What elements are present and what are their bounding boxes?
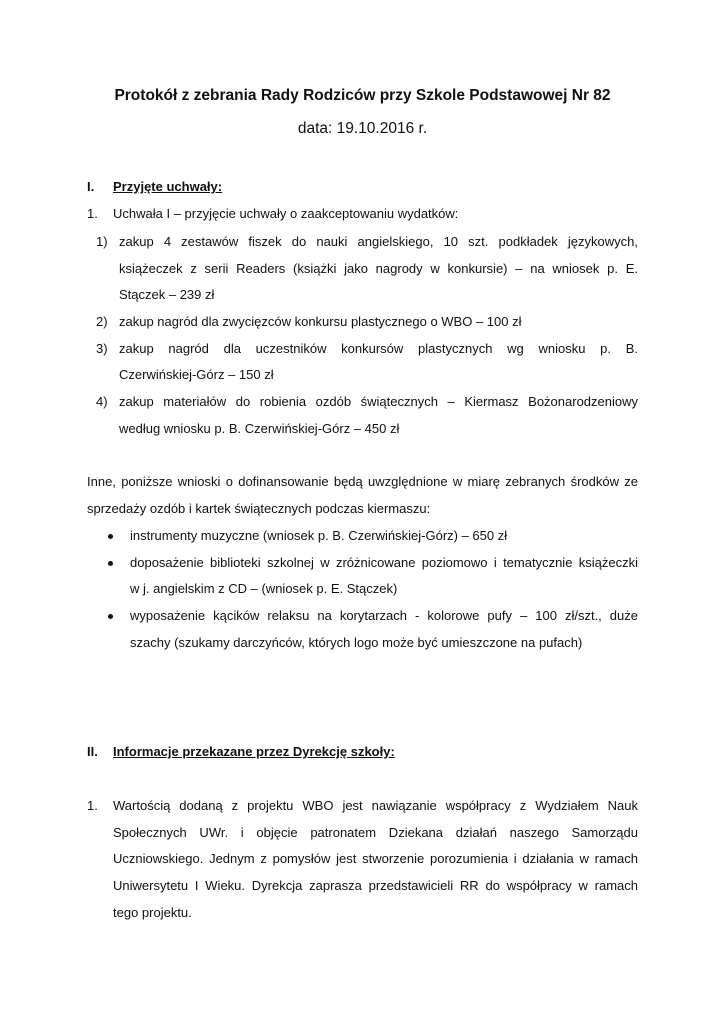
section-1-number: I.	[87, 179, 95, 194]
subitem-1-line-2: książeczek z serii Readers (książki jako nagrody w konkursie) – na wniosek p. E.	[119, 261, 638, 276]
bullet-3-line-2: szachy (szukamy darczyńców, których logo może być umieszczone na pufach)	[130, 635, 583, 650]
subitem-4-line-2: według wniosku p. B. Czerwińskiej-Górz – 450 zł	[119, 421, 400, 436]
subitem-3-line-2: Czerwińskiej-Górz – 150 zł	[119, 367, 274, 382]
bullet-1-line-1: instrumenty muzyczne (wniosek p. B. Czerwińskiej-Górz) – 650 zł	[130, 528, 508, 543]
section-1-heading: Przyjęte uchwały:	[113, 179, 223, 194]
item-1-text: Uchwała I – przyjęcie uchwały o zaakceptowaniu wydatków:	[113, 206, 459, 221]
bullet-icon	[108, 534, 113, 539]
section-2-item-1-line-2: Społecznych UWr. i objęcie patronatem Dziekana działań naszego Samorządu	[113, 825, 638, 840]
subitem-3-number: 3)	[96, 341, 108, 356]
subitem-1-line-1: zakup 4 zestawów fiszek do nauki angielskiego, 10 szt. podkładek językowych,	[119, 234, 638, 249]
subitem-2-number: 2)	[96, 314, 108, 329]
subitem-4-number: 4)	[96, 394, 108, 409]
bullet-3-line-1: wyposażenie kącików relaksu na korytarzach - kolorowe pufy – 100 zł/szt., duże	[130, 608, 638, 623]
section-2-item-1-line-1: Wartością dodaną z projektu WBO jest nawiązanie współpracy z Wydziałem Nauk	[113, 798, 638, 813]
subitem-3-line-1: zakup nagród dla uczestników konkursów plastycznych wg wniosku p. B.	[119, 341, 638, 356]
bullet-icon	[108, 614, 113, 619]
document-date: data: 19.10.2016 r.	[297, 120, 428, 137]
section-2-heading: Informacje przekazane przez Dyrekcję szkoły:	[113, 744, 395, 759]
subitem-1-number: 1)	[96, 234, 108, 249]
document-title: Protokół z zebrania Rady Rodziców przy Szkole Podstawowej Nr 82	[114, 87, 611, 104]
subitem-4-line-1: zakup materiałów do robienia ozdób świątecznych – Kiermasz Bożonarodzeniowy	[119, 394, 638, 409]
section-2-item-1-number: 1.	[87, 798, 98, 813]
section-2-item-1-line-5: tego projektu.	[113, 905, 192, 920]
subitem-2-line-1: zakup nagród dla zwycięzców konkursu plastycznego o WBO – 100 zł	[119, 314, 522, 329]
bullet-2-line-1: doposażenie biblioteki szkolnej w zróżnicowane poziomowo i tematycznie książeczki	[130, 555, 638, 570]
bullet-2-line-2: w j. angielskim z CD – (wniosek p. E. Stączek)	[130, 581, 398, 596]
other-intro-line-1: Inne, poniższe wnioski o dofinansowanie będą uwzględnione w miarę zebranych środków ze	[87, 474, 638, 489]
other-intro-line-2: sprzedaży ozdób i kartek świątecznych podczas kiermaszu:	[87, 501, 431, 516]
bullet-icon	[108, 561, 113, 566]
item-1-number: 1.	[87, 206, 98, 221]
section-2-number: II.	[87, 744, 98, 759]
section-2-item-1-line-3: Uczniowskiego. Jednym z pomysłów jest stworzenie porozumienia i działania w ramach	[113, 851, 638, 866]
section-2-item-1-line-4: Uniwersytetu I Wieku. Dyrekcja zaprasza przedstawicieli RR do współpracy w ramach	[113, 878, 638, 893]
subitem-1-line-3: Stączek – 239 zł	[119, 287, 215, 302]
